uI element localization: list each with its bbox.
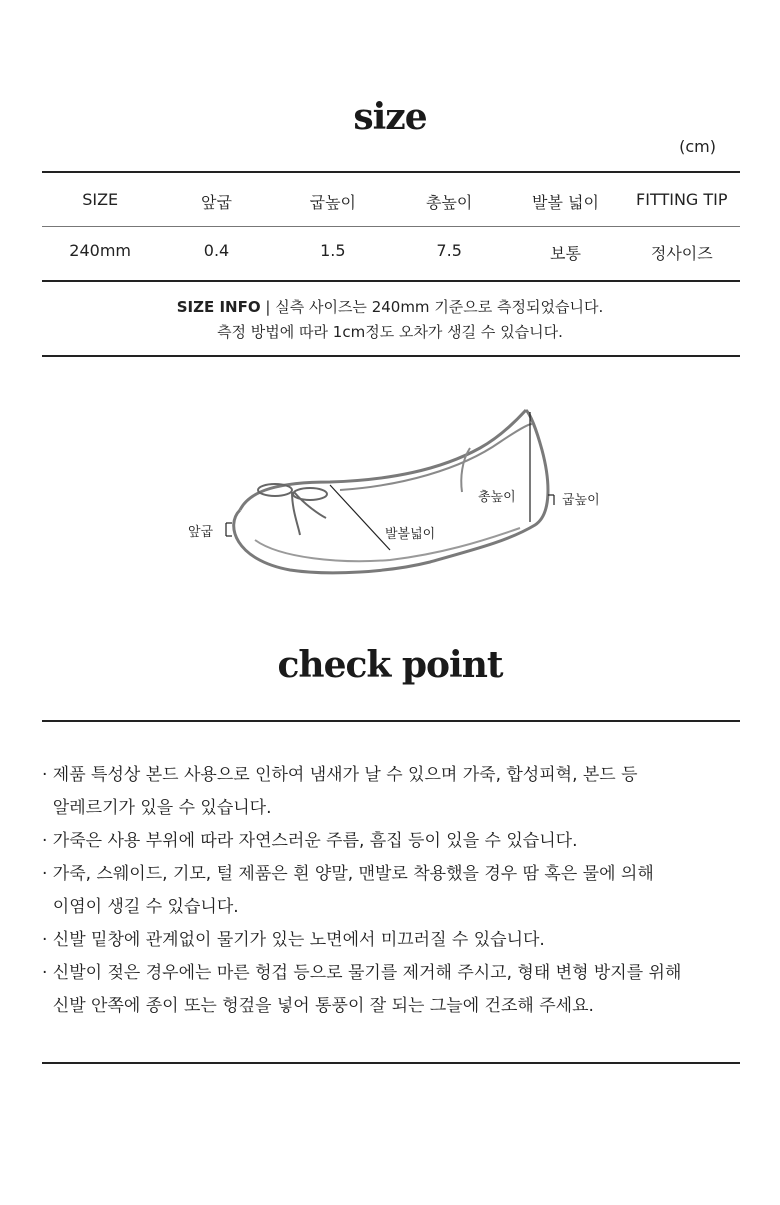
value-cell: 7.5 bbox=[436, 241, 462, 260]
table-header-row bbox=[42, 190, 740, 213]
value-cell: 0.4 bbox=[203, 241, 230, 260]
note-line: · 제품 특성상 본드 사용으로 인하여 냄새가 날 수 있으며 가죽, 합성피혁, 본드 등 bbox=[42, 765, 638, 785]
value-cell: 240mm bbox=[69, 241, 132, 260]
table-divider bbox=[42, 226, 740, 227]
bow-right-loop bbox=[293, 488, 327, 500]
size-title: size bbox=[353, 96, 427, 138]
bow-ribbon-right bbox=[294, 492, 326, 518]
header-cell: 총높이 bbox=[425, 193, 473, 212]
check-bottom-border bbox=[42, 1062, 740, 1064]
size-info-label: SIZE INFO bbox=[176, 298, 261, 316]
note-line: 알레르기가 있을 수 있습니다. bbox=[42, 798, 272, 818]
note-line: · 신발이 젖은 경우에는 마른 헝겁 등으로 물기를 제거해 주시고, 형태 변형 방지를 위해 bbox=[42, 963, 682, 983]
header-cell: SIZE bbox=[82, 190, 119, 209]
note-line: · 가죽, 스웨이드, 기모, 털 제품은 흰 양말, 맨발로 착용했을 경우 땀 혹은 물에 의해 bbox=[42, 864, 654, 884]
width-label: 발볼넓이 bbox=[385, 527, 436, 542]
value-cell: 1.5 bbox=[320, 241, 346, 260]
heel-height-label: 굽높이 bbox=[562, 493, 600, 508]
size-info-line1 bbox=[0, 295, 780, 320]
unit-label: (cm) bbox=[679, 137, 716, 156]
header-cell: 굽높이 bbox=[309, 193, 356, 212]
check-top-border bbox=[42, 720, 740, 722]
table-top-border bbox=[42, 171, 740, 173]
table-bottom-border bbox=[42, 280, 740, 282]
shoe-diagram bbox=[180, 400, 620, 590]
note-line: 이염이 생길 수 있습니다. bbox=[42, 897, 239, 917]
value-cell: 보통 bbox=[550, 244, 581, 263]
check-point-title: check point bbox=[277, 644, 503, 686]
front-heel-label: 앞굽 bbox=[188, 525, 214, 540]
header-cell: FITTING TIP bbox=[636, 190, 728, 209]
check-notes bbox=[42, 759, 742, 1023]
info-bottom-border bbox=[42, 355, 740, 357]
table-row bbox=[42, 241, 740, 264]
note-line: · 가죽은 사용 부위에 따라 자연스러운 주름, 흠집 등이 있을 수 있습니다. bbox=[42, 831, 578, 851]
note-line: 신발 안쪽에 종이 또는 헝겊을 넣어 통풍이 잘 되는 그늘에 건조해 주세요. bbox=[42, 996, 594, 1016]
width-measure-line bbox=[330, 485, 390, 550]
total-height-label: 총높이 bbox=[478, 490, 516, 505]
value-cell: 정사이즈 bbox=[650, 244, 713, 263]
header-cell: 발볼 넓이 bbox=[532, 193, 599, 212]
note-line: · 신발 밑창에 관계없이 물기가 있는 노면에서 미끄러질 수 있습니다. bbox=[42, 930, 545, 950]
header-cell: 앞굽 bbox=[201, 193, 232, 212]
size-info-line2: 측정 방법에 따라 1cm정도 오차가 생길 수 있습니다. bbox=[217, 323, 563, 341]
size-info-text: | 실측 사이즈는 240mm 기준으로 측정되었습니다. bbox=[260, 298, 604, 316]
